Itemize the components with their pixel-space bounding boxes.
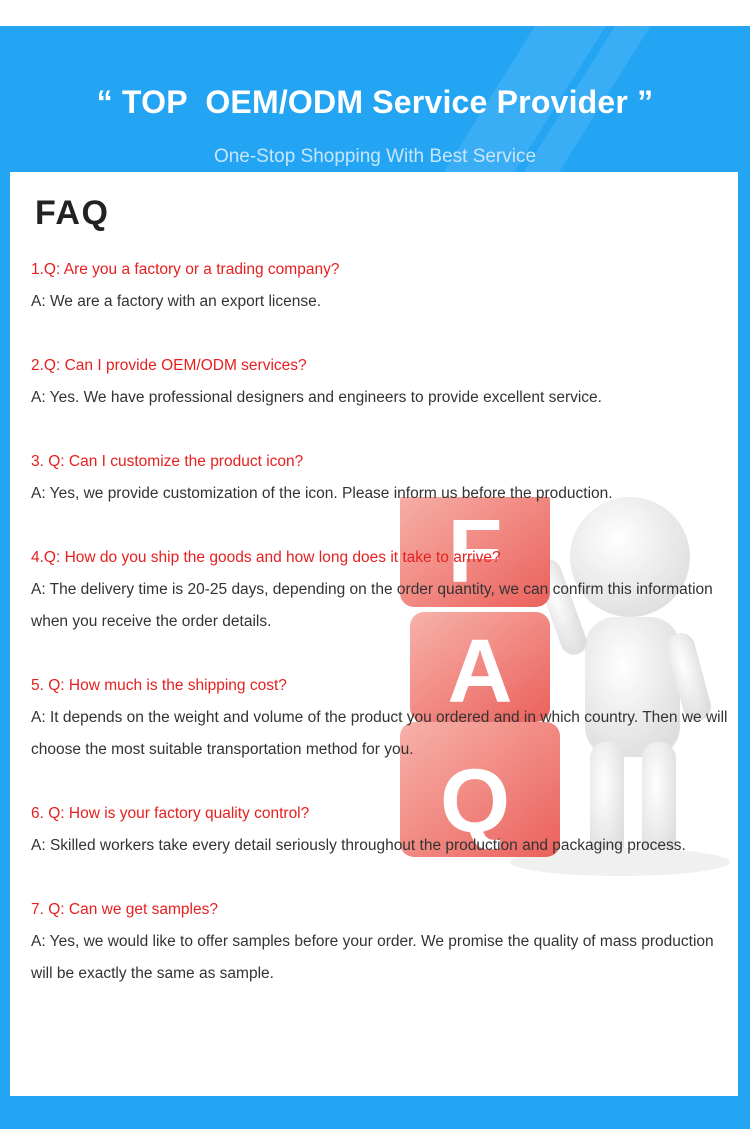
faq-heading: FAQ: [35, 194, 110, 232]
faq-item: [31, 254, 731, 318]
faq-item: [31, 350, 731, 414]
faq-item: [31, 798, 731, 862]
faq-question: 2.Q: Can I provide OEM/ODM services?: [31, 357, 307, 374]
faq-question: 6. Q: How is your factory quality control?: [31, 805, 310, 822]
faq-answer: A: Yes. We have professional designers and engineers to provide excellent service.: [31, 389, 602, 406]
cube-letter-a: A: [447, 622, 513, 722]
faq-question: 3. Q: Can I customize the product icon?: [31, 453, 304, 470]
faq-answer: A: The delivery time is 20-25 days, depending on the order quantity, we can confirm this information when you receive the order details.: [31, 581, 713, 630]
cube-letter-f: F: [447, 502, 503, 602]
faq-item: [31, 670, 731, 766]
faq-item: [31, 542, 731, 638]
cube-letter-q: Q: [439, 752, 511, 852]
faq-answer: A: Yes, we would like to offer samples before your order. We promise the quality of mass production will be exactly the same as sample.: [31, 933, 714, 982]
faq-item: [31, 894, 731, 990]
faq-answer: A: Skilled workers take every detail seriously throughout the production and packaging process.: [31, 837, 686, 854]
page-subtitle: One-Stop Shopping With Best Service: [213, 146, 537, 167]
faq-question: 5. Q: How much is the shipping cost?: [31, 677, 287, 694]
faq-answer: A: Yes, we provide customization of the icon. Please inform us before the production.: [31, 485, 613, 502]
faq-question: 1.Q: Are you a factory or a trading company?: [31, 261, 340, 278]
page-title: “ TOP OEM/ODM Service Provider ”: [96, 84, 654, 120]
faq-card: [10, 172, 738, 1096]
faq-item: [31, 446, 731, 510]
header-banner: [0, 26, 750, 1129]
faq-question: 4.Q: How do you ship the goods and how long does it take to arrive?: [31, 549, 501, 566]
faq-question: 7. Q: Can we get samples?: [31, 901, 218, 918]
faq-answer: A: We are a factory with an export license.: [31, 293, 322, 310]
faq-answer: A: It depends on the weight and volume of the product you ordered and in which country. Then we will choose the most suitable transportation method for you.: [31, 709, 728, 758]
